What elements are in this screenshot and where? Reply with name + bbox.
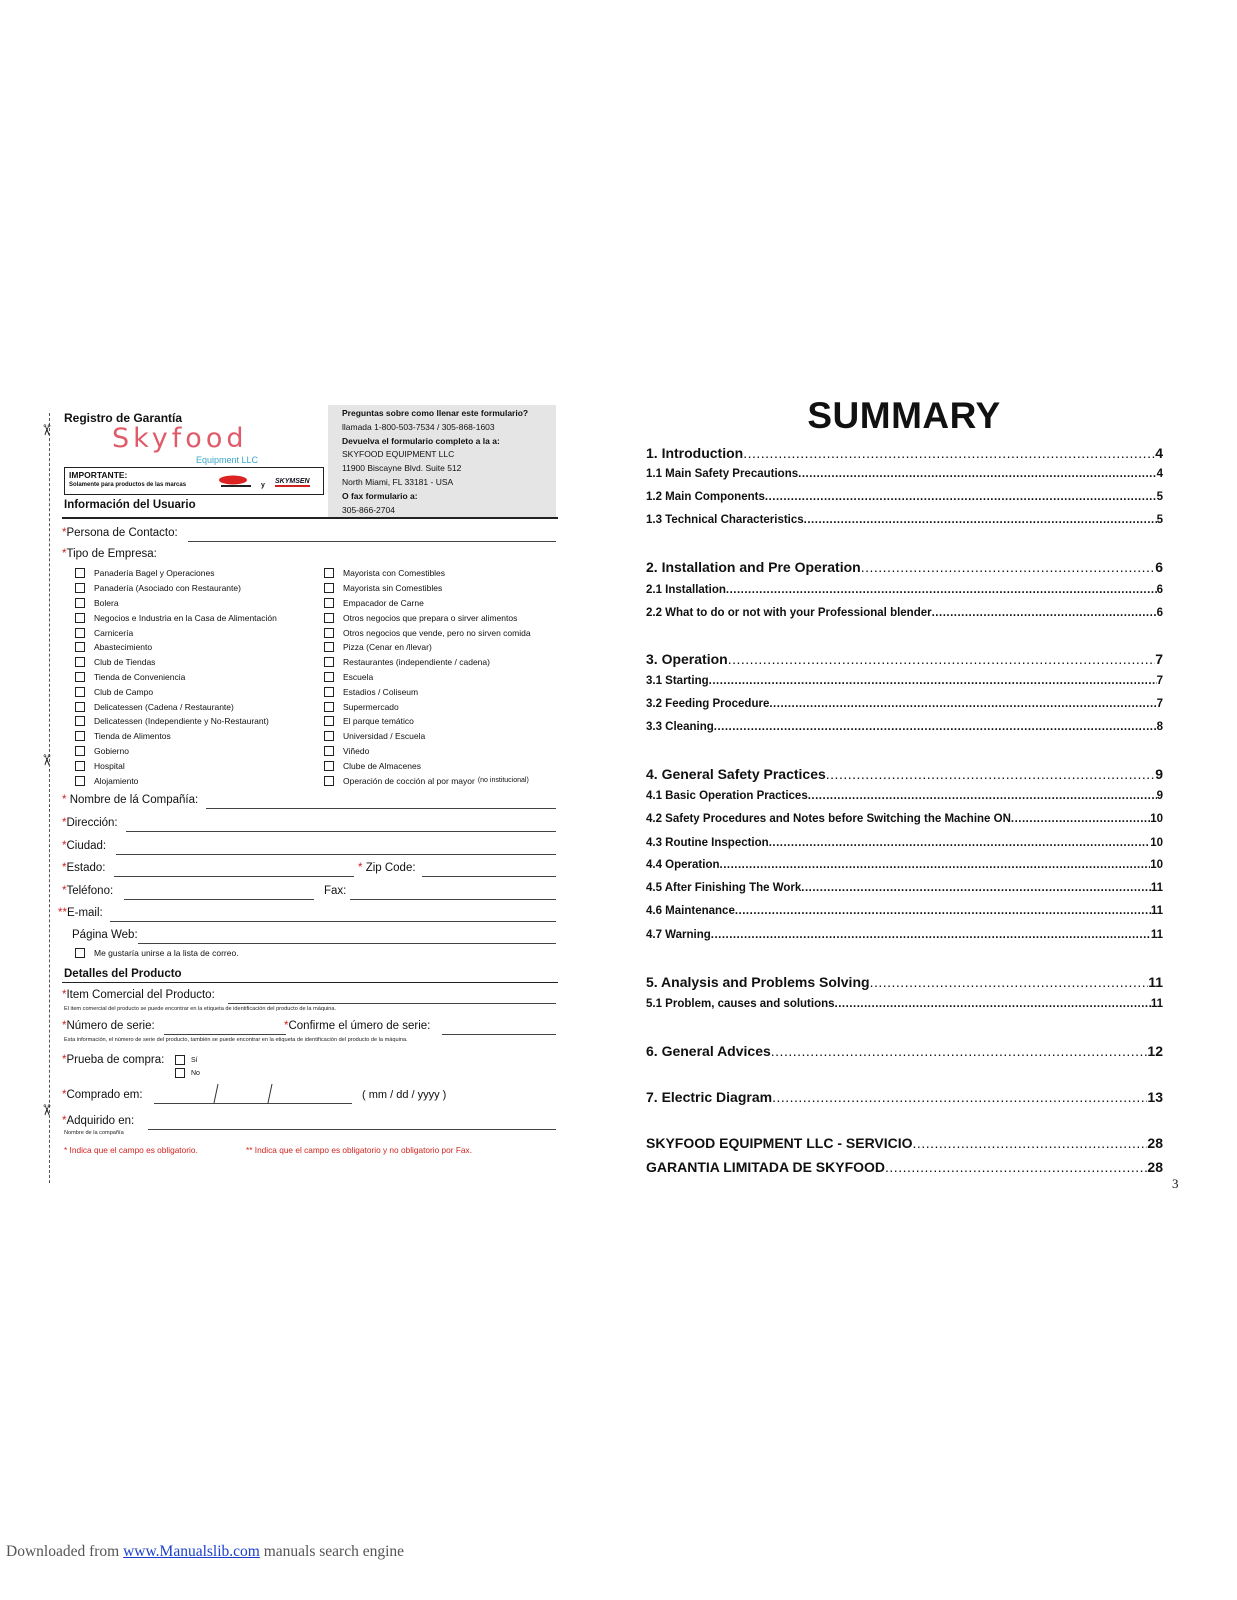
website-input[interactable] [138,943,556,944]
legend-required: * Indica que el campo es obligatorio. [64,1145,198,1155]
business-type-checkbox[interactable] [324,746,334,756]
contact-line: Preguntas sobre como llenar este formulario? [342,408,529,418]
product-details-heading: Detalles del Producto [64,968,182,980]
phone-label: *Teléfono: [62,885,114,897]
business-type-option[interactable] [75,670,277,685]
company-type-label: *Tipo de Empresa: [62,548,157,560]
business-type-label: Negocios e Industria en la Casa de Alimentación [94,612,277,623]
business-type-label: Delicatessen (Independiente y No-Restaurant) [94,716,269,727]
toc-entry[interactable] [646,557,1163,577]
business-type-label: Universidad / Escuela [343,731,426,742]
contact-line: 305-866-2704 [342,504,395,515]
toc-page-number: 11 [1150,929,1163,941]
toc-entry-title: 2. Installation and Pre Operation [646,559,861,575]
business-type-label: Mayorista con Comestibles [343,568,446,579]
toc-dot-leader [885,1157,1147,1177]
proof-no-checkbox[interactable] [175,1068,185,1078]
contact-line: North Miami, FL 33181 - USA [342,476,454,487]
business-type-label: Tienda de Conveniencia [94,671,186,682]
toc-entry-title: 5. Analysis and Problems Solving [646,974,870,990]
toc-entry[interactable] [646,788,1163,804]
business-type-label: Estadios / Coliseum [343,686,419,697]
fax-label: Fax: [324,885,347,897]
toc-entry-title: 3.3 Cleaning [646,721,714,733]
business-type-checkbox[interactable] [324,613,334,623]
business-type-checkbox[interactable] [324,628,334,638]
toc-dot-leader [720,857,1151,873]
toc-entry-title: 5.1 Problem, causes and solutions [646,998,835,1010]
business-type-option[interactable] [324,655,531,670]
scissors-icon: ✂ [37,753,55,767]
toc-entry[interactable] [646,1157,1163,1177]
toc-entry[interactable] [646,719,1163,735]
toc-dot-leader [765,489,1157,505]
company-name-input[interactable] [206,808,556,809]
warranty-form [38,405,570,1190]
business-type-option[interactable] [324,670,531,685]
toc-entry-title: GARANTIA LIMITADA DE SKYFOOD [646,1159,886,1175]
business-type-option[interactable] [324,640,531,655]
business-type-option[interactable] [324,566,531,581]
skyfood-logo-subtitle: Equipment LLC [196,455,259,465]
toc-entry-title: 1. Introduction [646,445,744,461]
toc-entry[interactable] [646,443,1163,463]
toc-dot-leader [728,649,1156,669]
toc-page-number: 11 [1148,974,1163,990]
toc-entry[interactable] [646,582,1163,598]
toc-page-number: 10 [1150,837,1163,849]
toc-entry[interactable] [646,835,1163,851]
item-note: El item comercial del producto se puede encontrar en la etiqueta de identificación del producto de la máquina. [64,1006,337,1012]
address-label: *Dirección: [62,817,118,829]
address-input[interactable] [126,831,556,832]
toc-entry[interactable] [646,811,1163,827]
toc-page-number: 7 [1155,651,1163,667]
toc-dot-leader [769,696,1156,712]
contact-line: 11900 Biscayne Blvd. Suite 512 [342,463,462,474]
company-name-label: * Nombre de lá Compañía: [62,794,199,806]
website-label: Página Web: [72,929,138,941]
business-type-label: Gobierno [94,745,129,756]
contact-line: O fax formulario a: [342,490,418,501]
purchased-label: *Comprado em: [62,1089,143,1101]
toc-page-number: 6 [1156,607,1163,619]
business-type-checkbox[interactable] [75,598,85,608]
business-type-option[interactable] [324,714,531,729]
toc-entry[interactable] [646,466,1163,482]
business-type-checkbox[interactable] [75,642,85,652]
toc-dot-leader [870,972,1149,992]
serial-note: Esta información, el número de serie del producto, también se puede encontrar en la etiqueta de identificación del producto de la máquina. [64,1037,408,1043]
email-label: **E-mail: [58,907,103,919]
toc-dot-leader [771,1041,1148,1061]
toc-entry[interactable] [646,764,1163,784]
business-type-checkbox[interactable] [75,776,85,786]
toc-entry[interactable] [646,673,1163,689]
proof-yes-checkbox[interactable] [175,1055,185,1065]
toc-page-number: 4 [1155,445,1163,461]
toc-page-number: 7 [1156,675,1163,687]
toc-entry[interactable] [646,972,1163,992]
business-type-option[interactable] [324,699,531,714]
state-input[interactable] [114,876,354,877]
business-type-checkbox[interactable] [324,702,334,712]
toc-dot-leader [743,443,1155,463]
toc-page-number: 9 [1156,790,1163,802]
toc-dot-leader [711,927,1151,943]
toc-entry-title: 2.2 What to do or not with your Professional blender [646,607,932,619]
business-type-option[interactable] [75,699,277,714]
toc-entry[interactable] [646,903,1163,919]
serial-confirm-label: *Confirme el úmero de serie: [284,1020,431,1032]
acquired-input[interactable] [148,1129,556,1130]
city-label: *Ciudad: [62,840,107,852]
business-type-option[interactable] [324,758,531,773]
toc-dot-leader [798,466,1156,482]
toc-dot-leader [861,557,1155,577]
business-type-option[interactable] [324,625,531,640]
mailing-list-option[interactable]: Me gustaría unirse a la lista de correo. [75,948,239,958]
business-type-checkbox[interactable] [75,672,85,682]
toc-entry-title: 1.2 Main Components [646,491,765,503]
business-type-label: Delicatessen (Cadena / Restaurante) [94,701,234,712]
business-type-label: Mayorista sin Comestibles [343,583,443,594]
business-type-label: Tienda de Alimentos [94,731,171,742]
business-type-checkbox[interactable] [75,628,85,638]
acquired-label: *Adquirido en: [62,1115,135,1127]
business-type-label: Pizza (Cenar en /llevar) [343,642,432,653]
toc-page-number: 10 [1150,813,1163,825]
state-label: *Estado: [62,862,106,874]
toc-entry-title: SKYFOOD EQUIPMENT LLC - SERVICIO [646,1135,913,1151]
business-type-option[interactable] [324,596,531,611]
item-label: *Item Comercial del Producto: [62,989,215,1001]
toc-dot-leader [714,719,1157,735]
toc-page-number: 11 [1150,882,1163,894]
business-type-label: Club de Campo [94,686,154,697]
business-type-checkbox[interactable] [75,716,85,726]
business-type-option[interactable] [324,581,531,596]
toc-entry-title: 4.3 Routine Inspection [646,837,769,849]
acquired-note: Nombre de la compañía [64,1130,124,1136]
toc-entry-title: 1.3 Technical Characteristics [646,514,804,526]
product-details-divider [62,982,558,983]
business-type-option[interactable] [324,610,531,625]
zip-label: * Zip Code: [358,862,416,874]
toc-entry-title: 4.6 Maintenance [646,905,735,917]
toc-page-number: 7 [1156,698,1163,710]
toc-dot-leader [709,673,1157,689]
business-type-checkbox[interactable] [75,687,85,697]
toc-entry-title: 4.1 Basic Operation Practices [646,790,808,802]
toc-page-number: 6 [1155,559,1163,575]
toc-dot-leader [932,605,1157,621]
toc-dot-leader [801,880,1151,896]
business-type-checkbox[interactable] [324,761,334,771]
toc-page-number: 8 [1156,721,1163,733]
business-type-checkbox[interactable] [324,568,334,578]
toc-dot-leader [735,903,1151,919]
business-type-option[interactable] [75,655,277,670]
toc-page-number: 4 [1156,468,1163,480]
business-type-option[interactable] [75,744,277,759]
business-type-checkbox[interactable] [324,642,334,652]
toc-entry-title: 4.4 Operation [646,859,720,871]
business-type-label: Restaurantes (independiente / cadena) [343,657,490,668]
business-type-checkbox[interactable] [324,583,334,593]
toc-page-number: 5 [1156,514,1163,526]
business-type-label: Carnicería [94,627,134,638]
toc-dot-leader [913,1133,1148,1153]
business-type-label: Clube de Almacenes [343,760,421,771]
business-type-label: Panadería Bagel y Operaciones [94,568,215,579]
business-type-label: Supermercado [343,701,399,712]
business-type-option[interactable] [324,684,531,699]
toc-dot-leader [1011,811,1150,827]
city-input[interactable] [116,854,556,855]
summary-title: SUMMARY [807,395,1001,436]
toc-entry[interactable] [646,880,1163,896]
business-type-option[interactable] [75,581,277,596]
email-input[interactable] [110,921,556,922]
fax-input[interactable] [350,899,556,900]
toc-entry[interactable] [646,649,1163,669]
toc-page-number: 11 [1150,998,1163,1010]
toc-entry-title: 4.2 Safety Procedures and Notes before Switching the Machine ON [646,813,1011,825]
business-type-label: Bolera [94,597,119,608]
mailing-list-checkbox[interactable] [75,948,85,958]
scissors-icon: ✂ [37,1103,55,1117]
brand-logo-1 [217,475,257,487]
toc-page-number: 10 [1150,859,1163,871]
skyfood-logo: Skyfood [112,423,248,454]
important-subtitle: Solamente para productos de las marcas [69,482,187,488]
business-type-label: El parque temático [343,716,414,727]
toc-entry-title: 1.1 Main Safety Precautions [646,468,799,480]
business-type-label: Panadería (Asociado con Restaurante) [94,583,241,594]
toc-entry-title: 4.5 After Finishing The Work [646,882,802,894]
business-type-option[interactable] [75,625,277,640]
contact-line: llamada 1-800-503-7534 / 305-868-1603 [342,421,495,432]
business-type-option[interactable] [75,684,277,699]
business-type-checkbox[interactable] [324,672,334,682]
business-type-option[interactable] [75,773,277,788]
business-type-option[interactable] [75,758,277,773]
toc-entry-title: 4. General Safety Practices [646,766,826,782]
toc-dot-leader [769,835,1151,851]
business-type-option[interactable] [75,610,277,625]
toc-entry-title: 4.7 Warning [646,929,711,941]
toc-page-number: 6 [1156,584,1163,596]
business-type-checkbox[interactable] [324,657,334,667]
contact-person-input[interactable] [188,541,556,542]
contact-line: SKYFOOD EQUIPMENT LLC [342,449,455,460]
user-info-heading: Información del Usuario [64,499,196,511]
toc-page-number: 5 [1156,491,1163,503]
toc-dot-leader [808,788,1157,804]
business-type-tag: (no institucional) [477,777,529,785]
business-type-checkbox[interactable] [75,583,85,593]
business-type-option[interactable] [324,729,531,744]
download-footer: Downloaded from www.Manualslib.com manuals search engine [6,1543,405,1560]
toc-entry-title: 2.1 Installation [646,584,726,596]
toc-entry[interactable] [646,605,1163,621]
business-type-checkbox[interactable] [324,776,334,786]
business-type-list-left [75,566,277,788]
toc-page-number: 11 [1150,905,1163,917]
toc-page-number: 13 [1147,1089,1163,1105]
toc-entry[interactable] [646,927,1163,943]
cut-line [49,413,50,1183]
business-type-label: Club de Tiendas [94,657,156,668]
contact-lines [328,405,556,517]
proof-yes-option[interactable]: Sí [175,1055,198,1065]
toc-page-number: 12 [1147,1043,1163,1059]
toc-entry-title: 3.2 Feeding Procedure [646,698,770,710]
business-type-option[interactable] [75,714,277,729]
business-type-checkbox[interactable] [324,716,334,726]
toc-entry[interactable] [646,996,1163,1012]
toc-entry-title: 6. General Advices [646,1043,771,1059]
business-type-checkbox[interactable] [324,598,334,608]
business-type-checkbox[interactable] [324,687,334,697]
toc-entry-title: 3. Operation [646,651,728,667]
toc-entry-title: 7. Electric Diagram [646,1089,773,1105]
date-separators [206,1083,276,1105]
toc-entry-title: 3.1 Starting [646,675,709,687]
scissors-icon: ✂ [37,423,55,437]
business-type-checkbox[interactable] [75,702,85,712]
business-type-option[interactable] [75,729,277,744]
toc-entry[interactable] [646,489,1163,505]
important-title: IMPORTANTE: [69,470,128,480]
manualslib-link[interactable]: www.Manualslib.com [123,1543,260,1560]
business-type-label: Empacador de Carne [343,597,424,608]
brand-separator: y [261,482,265,489]
business-type-label: Hospital [94,760,125,771]
business-type-label: Viñedo [343,745,370,756]
proof-label: *Prueba de compra: [62,1054,165,1066]
toc-entry[interactable] [646,696,1163,712]
zip-input[interactable] [422,876,556,877]
business-type-checkbox[interactable] [75,761,85,771]
business-type-checkbox[interactable] [75,731,85,741]
important-box [64,467,324,495]
business-type-option[interactable] [75,640,277,655]
contact-info-box [328,405,556,517]
serial-label: *Número de serie: [62,1020,155,1032]
business-type-label: Otros negocios que vende, pero no sirven comida [343,627,531,638]
legend-required-fax: ** Indica que el campo es obligatorio y no obligatorio por Fax. [246,1145,472,1155]
skymsen-logo: SKYMSEN [275,478,310,485]
proof-no-option[interactable]: No [175,1068,200,1078]
contact-line: Devuelva el formulario completo a la a: [342,435,500,446]
date-format-hint: ( mm / dd / yyyy ) [362,1089,447,1101]
business-type-option[interactable] [75,596,277,611]
toc-page-number: 9 [1155,766,1163,782]
toc-entry[interactable] [646,1133,1163,1153]
toc-dot-leader [826,764,1155,784]
page-number: 3 [1172,1176,1179,1191]
serial-input[interactable] [164,1034,286,1035]
toc-entry[interactable] [646,857,1163,873]
toc-entry[interactable] [646,1041,1163,1061]
toc-entry[interactable] [646,1087,1163,1107]
toc-dot-leader [835,996,1151,1012]
contact-person-label: *Persona de Contacto: [62,527,178,539]
toc-page-number: 28 [1147,1159,1163,1175]
business-type-label: Alojamiento [94,775,139,786]
business-type-option[interactable] [324,773,531,788]
toc-dot-leader [772,1087,1147,1107]
phone-input[interactable] [124,899,314,900]
toc-dot-leader [726,582,1157,598]
item-input[interactable] [228,1003,556,1004]
serial-confirm-input[interactable] [442,1034,556,1035]
business-type-label: Otros negocios que prepara o sirver alimentos [343,612,518,623]
business-type-label: Escuela [343,671,374,682]
toc-entry[interactable] [646,512,1163,528]
business-type-checkbox[interactable] [75,657,85,667]
business-type-checkbox[interactable] [324,731,334,741]
header-divider [62,517,558,519]
business-type-label: Operación de cocción al por mayor [343,775,475,786]
form-header [64,405,326,515]
business-type-checkbox[interactable] [75,746,85,756]
toc-page-number: 28 [1147,1135,1163,1151]
business-type-option[interactable] [75,566,277,581]
business-type-checkbox[interactable] [75,568,85,578]
business-type-checkbox[interactable] [75,613,85,623]
business-type-label: Abastecimiento [94,642,153,653]
business-type-list-right [324,566,531,788]
form-title: Registro de Garantía [64,411,183,425]
business-type-option[interactable] [324,744,531,759]
toc-dot-leader [804,512,1157,528]
